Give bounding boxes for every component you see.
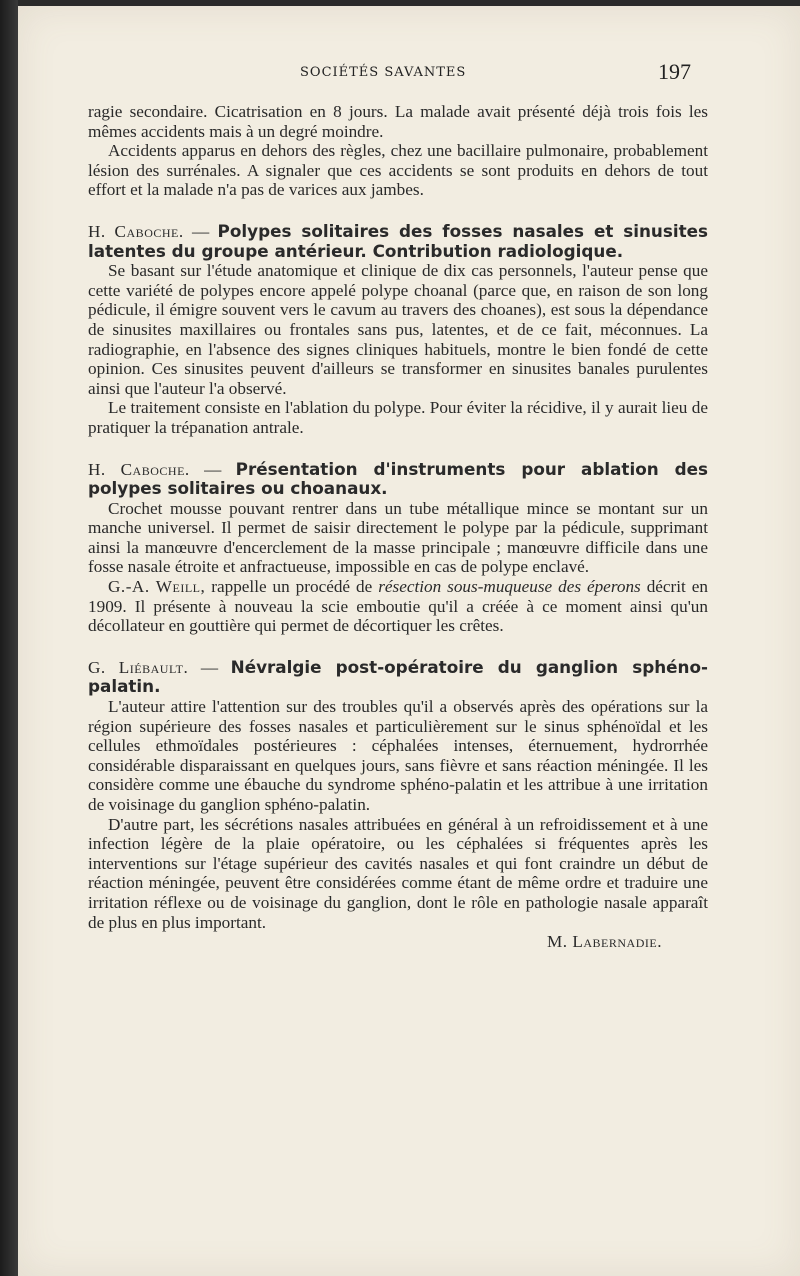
entry-title: Présentation d'instruments pour ablation des polypes solitaires ou choanaux. xyxy=(88,458,708,499)
paragraph-polypes-study: Se basant sur l'étude anatomique et clinique de dix cas personnels, l'auteur pense que cette variété de polypes encore appelé polype choanal (parce que, en raison de son long pédicule, il émigre souvent vers le cavum au travers des choanes), est sous la dépendance de sinusites maxillaires ou frontales sans pus, latentes, et de ce fait, méconnues. La radiographie, en l'absence des signes cliniques habituels, montre le bien fondé de cette opinion. Ces sinusites peuvent d'ailleurs se transformer en sinusites banales purulentes ainsi que l'auteur l'a observé. xyxy=(88,261,708,398)
weill-procedure: résection sous-muqueuse des éperons xyxy=(378,577,641,597)
signature xyxy=(88,932,708,952)
document-page xyxy=(18,6,800,1276)
paragraph-weill xyxy=(88,577,708,636)
paragraph-secretions: D'autre part, les sécrétions nasales attribuées en général à un refroidissement et à une infection légère de la plaie opératoire, ou les céphalées si fréquentes après les interventions sur l'étage supérieur des cavités nasales et qui font craindre un début de réaction méningée, peuvent être considérées comme étant de même ordre et traduire une irritation réflexe ou de voisinage du ganglion, dont le rôle en pathologie nasale apparaît de plus en plus important. xyxy=(88,814,708,932)
entry-heading-nevralgie xyxy=(88,658,708,697)
entry-author: H. Caboche. xyxy=(88,221,184,241)
entry-dash: — xyxy=(189,459,236,479)
entry-heading-instruments xyxy=(88,460,708,499)
paragraph-continued: ragie secondaire. Cicatrisation en 8 jours. La malade avait présenté déjà trois fois les mêmes accidents mais à un degré moindre. xyxy=(88,102,708,141)
weill-text-before: rappelle un procédé de xyxy=(205,577,379,597)
scan-edge xyxy=(0,0,18,1276)
entry-author: H. Caboche. xyxy=(88,459,190,479)
weill-text-after: décrit en 1909. Il présente à nouveau la scie emboutie qu'il a créée à ce moment ainsi qu'un décollateur en gouttière qui permet de décortiquer les crêtes. xyxy=(88,577,708,636)
paragraph-troubles: L'auteur attire l'attention sur des troubles qu'il a observés après des opérations sur la région supérieure des fosses nasales et particulièrement sur le sinus sphénoïdal et les cellules ethmoïdales postérieures : céphalées intenses, éternuement, hydrorrhée considérable disparaissant en quelques jours, sans fièvre et sans réaction méningée. Il les considère comme une ébauche du syndrome sphéno-palatin et les attribue à une irritation de voisinage du ganglion sphéno-palatin. xyxy=(88,697,708,814)
paragraph-crochet: Crochet mousse pouvant rentrer dans un tube métallique mince se montant sur un manche universel. Il permet de saisir directement le polype par la pédicule, supprimant ainsi la manœuvre d'encerclement de la masse principale ; manœuvre difficile dans une fosse nasale étroite et anfractueuse, impossible en cas de polype enclavé. xyxy=(88,498,708,577)
entry-author: G. Liébault. xyxy=(88,657,189,677)
entry-dash: — xyxy=(183,221,218,241)
signature-name: M. Labernadie. xyxy=(547,932,662,952)
weill-author: G.-A. Weill, xyxy=(108,577,206,597)
page-number: 197 xyxy=(658,59,691,84)
paragraph-polypes-treatment: Le traitement consiste en l'ablation du polype. Pour éviter la récidive, il y aurait lieu de pratiquer la trépanation antrale. xyxy=(88,398,708,437)
entry-dash: — xyxy=(188,657,231,677)
running-head: SOCIÉTÉS SAVANTES xyxy=(300,65,467,80)
paragraph-accidents: Accidents apparus en dehors des règles, chez une bacillaire pulmonaire, probablement lésion des surrénales. A signaler que ces accidents se sont produits en dehors de tout effort et la malade n'a pas de varices aux jambes. xyxy=(88,141,708,200)
page-header xyxy=(18,59,800,87)
entry-title: Polypes solitaires des fosses nasales et sinusites latentes du groupe antérieur. Contribution radiologique. xyxy=(88,220,709,261)
entry-title: Névralgie post-opératoire du ganglion sphéno-palatin. xyxy=(88,656,708,697)
entry-heading-polypes xyxy=(88,222,708,261)
page-body xyxy=(88,102,708,952)
